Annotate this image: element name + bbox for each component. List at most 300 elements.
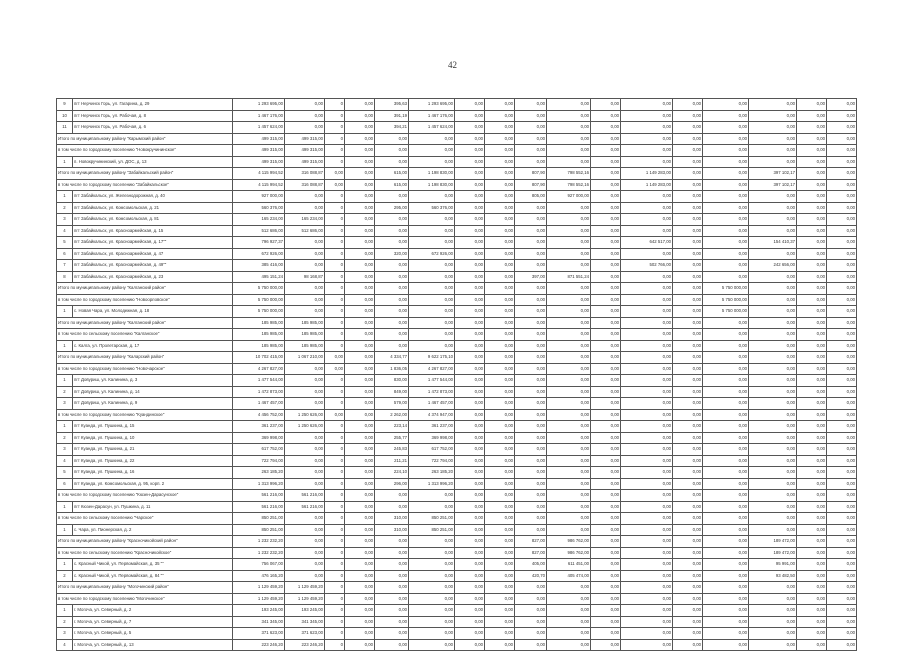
value-cell: 0,00 — [827, 133, 857, 145]
value-cell: 0,00 — [749, 444, 797, 456]
value-cell: 0,00 — [345, 478, 375, 490]
address-cell: пгт Забайкальск, ул. Красноармейская, д. 15 — [73, 225, 233, 237]
value-cell: 672 926,00 — [233, 248, 285, 260]
value-cell: 0,00 — [485, 225, 515, 237]
value-cell: 0,00 — [591, 409, 621, 421]
value-cell: 0,00 — [621, 639, 673, 651]
value-cell: 0,00 — [749, 582, 797, 594]
value-cell: 0,00 — [485, 237, 515, 249]
value-cell: 0,00 — [409, 317, 455, 329]
value-cell: 0,00 — [797, 570, 827, 582]
value-cell: 189 472,00 — [749, 547, 797, 559]
value-cell: 0,00 — [485, 386, 515, 398]
value-cell: 0,00 — [703, 605, 749, 617]
value-cell: 185 985,00 — [233, 317, 285, 329]
value-cell: 0,00 — [827, 248, 857, 260]
table-row — [57, 214, 857, 226]
address-cell: пгт Довуриш, ул. Калинина, д. 14 — [73, 386, 233, 398]
value-cell: 1 129 459,20 — [233, 582, 285, 594]
value-cell: 2 262,00 — [375, 409, 409, 421]
value-cell: 0,00 — [547, 352, 591, 364]
value-cell: 0,00 — [345, 202, 375, 214]
value-cell: 0,00 — [515, 582, 547, 594]
value-cell: 0,00 — [621, 490, 673, 502]
value-cell: 0,00 — [409, 490, 455, 502]
address-cell: пгт Кюзен-Дарасун, ул. Пушкина, д. 11 — [73, 501, 233, 513]
value-cell: 0,00 — [621, 375, 673, 387]
value-cell: 0,00 — [375, 191, 409, 203]
value-cell: 0,00 — [827, 306, 857, 318]
table-row — [57, 202, 857, 214]
value-cell: 0,00 — [455, 570, 485, 582]
summary-row — [57, 133, 857, 145]
value-cell: 0,00 — [485, 110, 515, 122]
value-cell: 0,00 — [749, 455, 797, 467]
value-cell: 0,00 — [345, 156, 375, 168]
value-cell: 0,00 — [749, 329, 797, 341]
value-cell: 499 315,00 — [285, 156, 325, 168]
table-row — [57, 421, 857, 433]
value-cell: 0,00 — [703, 133, 749, 145]
value-cell: 0,00 — [591, 386, 621, 398]
value-cell: 611 451,00 — [547, 559, 591, 571]
value-cell: 0,00 — [591, 225, 621, 237]
value-cell: 0,00 — [703, 570, 749, 582]
value-cell: 0,00 — [455, 294, 485, 306]
value-cell: 561 216,00 — [285, 501, 325, 513]
value-cell: 0,00 — [673, 536, 703, 548]
value-cell: 0,00 — [749, 421, 797, 433]
value-cell: 0,00 — [515, 306, 547, 318]
value-cell: 0,00 — [703, 513, 749, 525]
row-number: 1 — [57, 156, 73, 168]
value-cell: 0,00 — [547, 363, 591, 375]
value-cell: 0,00 — [749, 271, 797, 283]
value-cell: 0,00 — [673, 191, 703, 203]
value-cell: 0,00 — [485, 582, 515, 594]
value-cell: 499 315,00 — [233, 145, 285, 157]
value-cell: 0,00 — [827, 340, 857, 352]
value-cell: 4 374 947,00 — [409, 409, 455, 421]
value-cell: 0,00 — [673, 490, 703, 502]
table-row — [57, 478, 857, 490]
value-cell: 0,00 — [515, 363, 547, 375]
value-cell: 0,00 — [827, 421, 857, 433]
value-cell: 0,00 — [797, 593, 827, 605]
value-cell: 0,00 — [703, 225, 749, 237]
value-cell: 0,00 — [673, 260, 703, 272]
value-cell: 0,00 — [485, 317, 515, 329]
value-cell: 0,00 — [547, 432, 591, 444]
value-cell: 0,00 — [591, 317, 621, 329]
value-cell: 0,00 — [285, 306, 325, 318]
address-cell: пгт Забайкальск, ул. Железнодорожная, д. 40 — [73, 191, 233, 203]
value-cell: 165 234,00 — [285, 214, 325, 226]
value-cell: 0,00 — [703, 501, 749, 513]
value-cell: 0,00 — [827, 156, 857, 168]
value-cell: 0,00 — [673, 432, 703, 444]
value-cell: 0,00 — [485, 536, 515, 548]
value-cell: 0,00 — [591, 168, 621, 180]
value-cell: 0,00 — [345, 421, 375, 433]
value-cell: 0,00 — [285, 478, 325, 490]
value-cell: 0,00 — [485, 501, 515, 513]
value-cell: 0,00 — [409, 639, 455, 651]
value-cell: 0,00 — [375, 237, 409, 249]
value-cell: 0,00 — [409, 191, 455, 203]
value-cell: 0,00 — [797, 559, 827, 571]
value-cell: 0,00 — [827, 145, 857, 157]
value-cell: 0,00 — [797, 225, 827, 237]
value-cell: 0,00 — [797, 329, 827, 341]
value-cell: 0,00 — [345, 191, 375, 203]
value-cell: 0,00 — [621, 306, 673, 318]
value-cell: 0,00 — [455, 501, 485, 513]
value-cell: 1 250 626,00 — [285, 421, 325, 433]
address-cell: пгт Забайкальск, ул. Комсомольская, д. 81 — [73, 214, 233, 226]
value-cell: 0,00 — [827, 179, 857, 191]
value-cell: 1 129 459,20 — [285, 582, 325, 594]
value-cell: 0,00 — [591, 340, 621, 352]
value-cell: 615,00 — [375, 168, 409, 180]
value-cell: 5 750 000,00 — [703, 306, 749, 318]
value-cell: 0,00 — [515, 214, 547, 226]
value-cell: 0,00 — [409, 340, 455, 352]
value-cell: 0,00 — [703, 214, 749, 226]
value-cell: 0,00 — [375, 593, 409, 605]
value-cell: 0,00 — [827, 639, 857, 651]
value-cell: 1 467 176,00 — [409, 110, 455, 122]
value-cell: 0,00 — [515, 237, 547, 249]
value-cell: 0,00 — [345, 593, 375, 605]
value-cell: 0,00 — [591, 99, 621, 111]
table-row — [57, 122, 857, 134]
value-cell: 0,00 — [345, 225, 375, 237]
value-cell: 0,00 — [621, 616, 673, 628]
address-cell: пгт Довуриш, ул. Калинина, д. 9 — [73, 398, 233, 410]
table-row — [57, 271, 857, 283]
row-number: 1 — [57, 375, 73, 387]
value-cell: 0 — [325, 467, 345, 479]
value-cell: 0,00 — [375, 547, 409, 559]
value-cell: 0,00 — [797, 513, 827, 525]
value-cell: 0,00 — [455, 559, 485, 571]
value-cell: 0,00 — [485, 248, 515, 260]
value-cell: 0,00 — [515, 156, 547, 168]
table-row — [57, 432, 857, 444]
value-cell: 0,00 — [797, 616, 827, 628]
summary-row — [57, 536, 857, 548]
value-cell: 0 — [325, 122, 345, 134]
value-cell: 0 — [325, 628, 345, 640]
value-cell: 0,00 — [455, 248, 485, 260]
value-cell: 0,00 — [749, 306, 797, 318]
value-cell: 0,00 — [749, 214, 797, 226]
value-cell: 0,00 — [547, 501, 591, 513]
value-cell: 0,00 — [485, 99, 515, 111]
row-number: 4 — [57, 225, 73, 237]
value-cell: 0,00 — [703, 421, 749, 433]
value-cell: 0,00 — [485, 444, 515, 456]
value-cell: 0,00 — [673, 559, 703, 571]
value-cell: 341 345,00 — [285, 616, 325, 628]
value-cell: 0,00 — [591, 570, 621, 582]
value-cell: 0,00 — [409, 306, 455, 318]
value-cell: 617 752,00 — [233, 444, 285, 456]
value-cell: 0,00 — [621, 582, 673, 594]
value-cell: 0,00 — [591, 260, 621, 272]
value-cell: 0,00 — [375, 156, 409, 168]
value-cell: 0,00 — [375, 260, 409, 272]
value-cell: 397 102,17 — [749, 179, 797, 191]
value-cell: 0,00 — [485, 168, 515, 180]
value-cell: 0,00 — [827, 628, 857, 640]
value-cell: 0,00 — [827, 524, 857, 536]
value-cell: 0,00 — [827, 375, 857, 387]
value-cell: 0,00 — [621, 467, 673, 479]
value-cell: 0,00 — [703, 260, 749, 272]
value-cell: 0,00 — [285, 455, 325, 467]
address-cell: пгт Забайкальск, ул. Красноармейская, д. 47 — [73, 248, 233, 260]
value-cell: 1 149 283,00 — [621, 168, 673, 180]
row-number: 1 — [57, 191, 73, 203]
value-cell: 0,00 — [797, 122, 827, 134]
value-cell: 0,00 — [515, 467, 547, 479]
value-cell: 0,00 — [591, 478, 621, 490]
value-cell: 0,00 — [547, 122, 591, 134]
value-cell: 0,00 — [547, 145, 591, 157]
value-cell: 0,00 — [621, 214, 673, 226]
value-cell: 0,00 — [547, 628, 591, 640]
row-number: 9 — [57, 99, 73, 111]
value-cell: 0,00 — [409, 260, 455, 272]
value-cell: 0,00 — [827, 582, 857, 594]
address-cell: г. Могоча, ул. Северный, д. 5 — [73, 628, 233, 640]
value-cell: 0,00 — [455, 478, 485, 490]
value-cell: 0,00 — [749, 202, 797, 214]
value-cell: 0,00 — [345, 99, 375, 111]
value-cell: 0,00 — [827, 616, 857, 628]
value-cell: 0,00 — [455, 386, 485, 398]
value-cell: 0,00 — [797, 317, 827, 329]
value-cell: 0,00 — [797, 455, 827, 467]
row-number: 2 — [57, 386, 73, 398]
address-cell: с. Красный Чикой, ул. Первомайская, д. 35 "" — [73, 559, 233, 571]
value-cell: 0,00 — [827, 409, 857, 421]
value-cell: 0,00 — [375, 605, 409, 617]
value-cell: 0,00 — [345, 260, 375, 272]
value-cell: 0 — [325, 490, 345, 502]
value-cell: 0,00 — [703, 559, 749, 571]
value-cell: 0,00 — [621, 513, 673, 525]
value-cell: 0,00 — [621, 133, 673, 145]
summary-row — [57, 547, 857, 559]
value-cell: 0,00 — [455, 582, 485, 594]
value-cell: 185 985,00 — [285, 317, 325, 329]
value-cell: 0,00 — [827, 478, 857, 490]
value-cell: 827,00 — [515, 547, 547, 559]
value-cell: 263 185,20 — [409, 467, 455, 479]
value-cell: 316 088,87 — [285, 168, 325, 180]
value-cell: 0,00 — [345, 145, 375, 157]
value-cell: 0,00 — [455, 409, 485, 421]
value-cell: 0,00 — [375, 616, 409, 628]
address-cell: с. Калга, ул. Пролетарская, д. 17 — [73, 340, 233, 352]
value-cell: 0,00 — [285, 386, 325, 398]
summary-label: Итого по муниципальному району "Калганский район" — [57, 283, 233, 295]
summary-label: в том числе по сельскому поселению "Чарское" — [57, 513, 233, 525]
value-cell: 499 315,00 — [233, 133, 285, 145]
value-cell: 0,00 — [673, 156, 703, 168]
value-cell: 0,00 — [621, 432, 673, 444]
value-cell: 223,14 — [375, 421, 409, 433]
value-cell: 0,00 — [375, 628, 409, 640]
value-cell: 154 410,37 — [749, 237, 797, 249]
value-cell: 0,00 — [455, 467, 485, 479]
value-cell: 0,00 — [591, 145, 621, 157]
value-cell: 0,00 — [673, 214, 703, 226]
row-number: 1 — [57, 306, 73, 318]
address-cell: п. Новокручининский, ул. ДОС, д. 13 — [73, 156, 233, 168]
value-cell: 0,00 — [673, 179, 703, 191]
value-cell: 0 — [325, 570, 345, 582]
value-cell: 0,00 — [621, 145, 673, 157]
value-cell: 0,00 — [515, 375, 547, 387]
value-cell: 0,00 — [591, 501, 621, 513]
value-cell: 0,00 — [515, 110, 547, 122]
value-cell: 0,00 — [455, 363, 485, 375]
value-cell: 0,00 — [827, 191, 857, 203]
value-cell: 0,00 — [345, 375, 375, 387]
value-cell: 341 345,00 — [233, 616, 285, 628]
value-cell: 0,00 — [591, 191, 621, 203]
table-row — [57, 248, 857, 260]
row-number: 2 — [57, 202, 73, 214]
value-cell: 0,00 — [515, 455, 547, 467]
value-cell: 0,00 — [797, 478, 827, 490]
value-cell: 871 551,24 — [547, 271, 591, 283]
value-cell: 0,00 — [703, 375, 749, 387]
value-cell: 0,00 — [485, 340, 515, 352]
value-cell: 9 622 175,10 — [409, 352, 455, 364]
value-cell: 0,00 — [409, 156, 455, 168]
value-cell: 1 129 459,20 — [233, 593, 285, 605]
value-cell: 0,00 — [703, 478, 749, 490]
value-cell: 0,00 — [515, 352, 547, 364]
value-cell: 193 245,00 — [233, 605, 285, 617]
value-cell: 0,00 — [673, 237, 703, 249]
value-cell: 0,00 — [673, 605, 703, 617]
value-cell: 0,00 — [485, 398, 515, 410]
value-cell: 0,00 — [515, 145, 547, 157]
value-cell: 0 — [325, 248, 345, 260]
row-number: 2 — [57, 570, 73, 582]
value-cell: 0,00 — [485, 122, 515, 134]
value-cell: 0,00 — [673, 478, 703, 490]
value-cell: 0,00 — [345, 547, 375, 559]
value-cell: 0,00 — [673, 386, 703, 398]
value-cell: 0,00 — [375, 490, 409, 502]
value-cell: 0,00 — [591, 605, 621, 617]
value-cell: 0,00 — [703, 168, 749, 180]
summary-label: в том числе по городскому поселению "Кюзен-Дарасунское" — [57, 490, 233, 502]
value-cell: 502 766,00 — [621, 260, 673, 272]
value-cell: 0,00 — [673, 455, 703, 467]
value-cell: 0,00 — [797, 363, 827, 375]
value-cell: 189 472,00 — [749, 536, 797, 548]
value-cell: 0,00 — [515, 202, 547, 214]
value-cell: 0,00 — [547, 467, 591, 479]
value-cell: 499 315,00 — [285, 145, 325, 157]
value-cell: 0,00 — [547, 455, 591, 467]
value-cell: 0,00 — [409, 225, 455, 237]
value-cell: 0 — [325, 432, 345, 444]
value-cell: 95 991,00 — [749, 559, 797, 571]
value-cell: 211,21 — [375, 455, 409, 467]
value-cell: 615,00 — [375, 179, 409, 191]
value-cell: 0,00 — [703, 352, 749, 364]
value-cell: 0,00 — [515, 398, 547, 410]
value-cell: 0,00 — [325, 179, 345, 191]
value-cell: 0,00 — [345, 467, 375, 479]
table-row — [57, 191, 857, 203]
value-cell: 0,00 — [515, 501, 547, 513]
value-cell: 0,00 — [591, 214, 621, 226]
value-cell: 0 — [325, 225, 345, 237]
value-cell: 0,00 — [515, 444, 547, 456]
value-cell: 0,00 — [591, 271, 621, 283]
value-cell: 0,00 — [621, 191, 673, 203]
value-cell: 0,00 — [827, 432, 857, 444]
value-cell: 0 — [325, 444, 345, 456]
value-cell: 0,00 — [591, 628, 621, 640]
value-cell: 0,00 — [409, 605, 455, 617]
value-cell: 0,00 — [515, 490, 547, 502]
value-cell: 0,00 — [285, 536, 325, 548]
value-cell: 0,00 — [621, 409, 673, 421]
value-cell: 0,00 — [749, 524, 797, 536]
table-row — [57, 467, 857, 479]
value-cell: 0,00 — [749, 145, 797, 157]
value-cell: 0,00 — [485, 524, 515, 536]
value-cell: 927 000,00 — [547, 191, 591, 203]
value-cell: 0,00 — [673, 547, 703, 559]
value-cell: 0,00 — [673, 145, 703, 157]
value-cell: 0,00 — [345, 536, 375, 548]
value-cell: 0,00 — [797, 306, 827, 318]
value-cell: 0,00 — [409, 536, 455, 548]
value-cell: 0,00 — [591, 455, 621, 467]
value-cell: 0,00 — [749, 317, 797, 329]
value-cell: 0,00 — [827, 271, 857, 283]
address-cell: пгт Довуриш, ул. Калинина, д. 3 — [73, 375, 233, 387]
value-cell: 0,00 — [621, 156, 673, 168]
value-cell: 0,00 — [375, 340, 409, 352]
value-cell: 560 376,00 — [233, 202, 285, 214]
value-cell: 0,00 — [515, 432, 547, 444]
value-cell: 0,00 — [375, 570, 409, 582]
value-cell: 0,00 — [547, 317, 591, 329]
value-cell: 397,00 — [515, 271, 547, 283]
row-number: 5 — [57, 467, 73, 479]
value-cell: 391,19 — [375, 110, 409, 122]
value-cell: 0 — [325, 214, 345, 226]
value-cell: 0,00 — [547, 237, 591, 249]
value-cell: 0,00 — [547, 248, 591, 260]
value-cell: 0,00 — [485, 271, 515, 283]
value-cell: 0,00 — [345, 329, 375, 341]
value-cell: 0 — [325, 582, 345, 594]
